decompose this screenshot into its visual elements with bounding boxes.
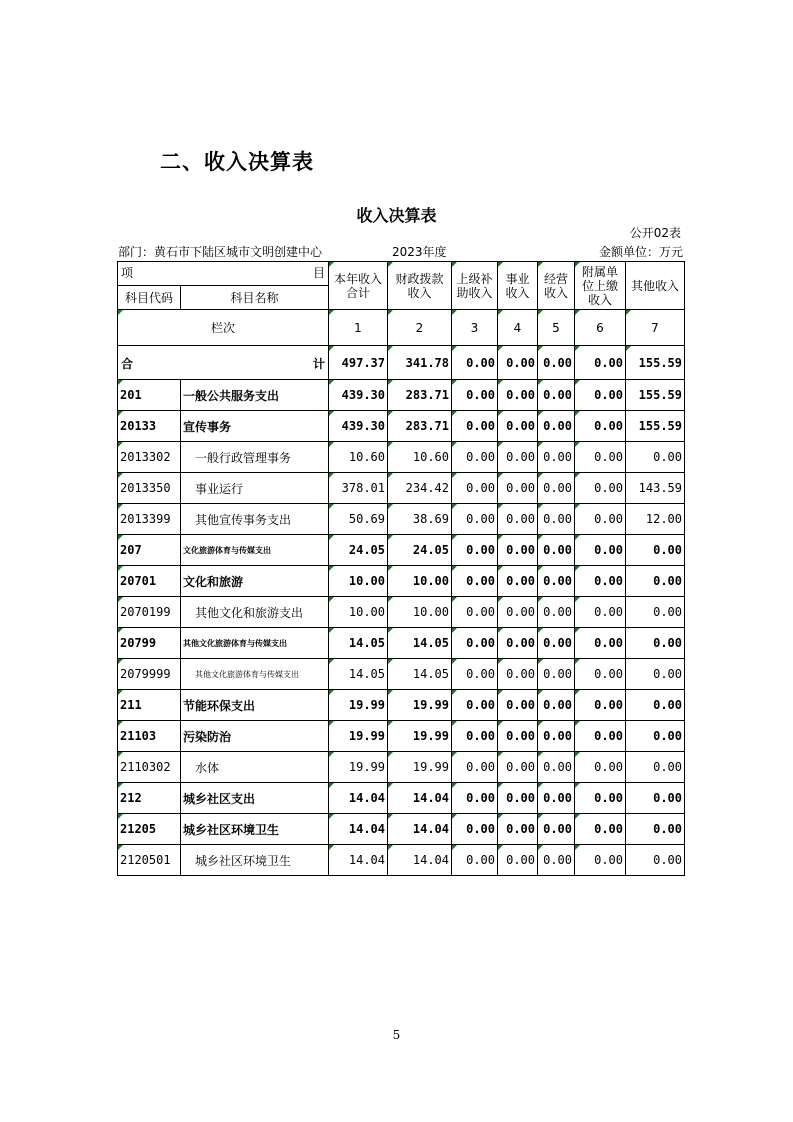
total-value: 341.78	[388, 346, 452, 380]
row-value: 0.00	[498, 380, 538, 411]
total-value: 0.00	[575, 346, 626, 380]
row-value: 24.05	[388, 535, 452, 566]
row-code: 2079999	[118, 659, 181, 690]
row-value: 0.00	[452, 535, 498, 566]
row-value: 0.00	[498, 783, 538, 814]
row-value: 0.00	[452, 380, 498, 411]
row-name: 其他宣传事务支出	[181, 504, 329, 535]
row-value: 0.00	[626, 752, 685, 783]
row-code: 21205	[118, 814, 181, 845]
row-code: 2120501	[118, 845, 181, 876]
row-value: 0.00	[626, 659, 685, 690]
row-name: 其他文化旅游体育与传媒支出	[181, 628, 329, 659]
row-value: 14.04	[388, 783, 452, 814]
row-value: 50.69	[329, 504, 388, 535]
row-value: 155.59	[626, 380, 685, 411]
row-value: 0.00	[452, 473, 498, 504]
row-value: 14.04	[329, 783, 388, 814]
row-value: 14.04	[329, 845, 388, 876]
row-value: 0.00	[575, 411, 626, 442]
row-name: 城乡社区环境卫生	[181, 845, 329, 876]
row-value: 19.99	[329, 721, 388, 752]
row-value: 0.00	[575, 628, 626, 659]
table-row	[118, 442, 685, 473]
order-1: 1	[329, 310, 388, 346]
header-superior: 上级补助收入	[452, 262, 498, 310]
row-value: 0.00	[575, 566, 626, 597]
row-value: 0.00	[538, 659, 575, 690]
row-value: 0.00	[575, 442, 626, 473]
row-value: 0.00	[498, 473, 538, 504]
row-value: 10.00	[388, 566, 452, 597]
row-value: 0.00	[575, 659, 626, 690]
row-code: 2070199	[118, 597, 181, 628]
table-row	[118, 504, 685, 535]
row-value: 0.00	[626, 845, 685, 876]
table-row	[118, 473, 685, 504]
row-value: 0.00	[452, 690, 498, 721]
row-value: 0.00	[575, 473, 626, 504]
total-value: 0.00	[538, 346, 575, 380]
row-value: 0.00	[452, 504, 498, 535]
row-code: 2013302	[118, 442, 181, 473]
order-2: 2	[388, 310, 452, 346]
row-name: 宣传事务	[181, 411, 329, 442]
row-value: 14.04	[329, 814, 388, 845]
row-value: 0.00	[498, 659, 538, 690]
row-name: 文化旅游体育与传媒支出	[181, 535, 329, 566]
row-value: 14.05	[388, 659, 452, 690]
row-name: 一般行政管理事务	[181, 442, 329, 473]
row-value: 0.00	[452, 597, 498, 628]
row-name: 节能环保支出	[181, 690, 329, 721]
row-value: 0.00	[575, 535, 626, 566]
row-value: 19.99	[329, 752, 388, 783]
row-code: 201	[118, 380, 181, 411]
department-label: 部门：黄石市下陆区城市文明创建中心	[118, 245, 323, 259]
row-value: 0.00	[538, 690, 575, 721]
form-code: 公开02表	[629, 226, 681, 240]
row-value: 10.00	[388, 597, 452, 628]
row-name: 水体	[181, 752, 329, 783]
row-name: 城乡社区支出	[181, 783, 329, 814]
row-value: 0.00	[626, 566, 685, 597]
row-value: 0.00	[498, 442, 538, 473]
row-value: 10.00	[329, 566, 388, 597]
page-number: 5	[392, 1028, 401, 1042]
row-value: 0.00	[626, 721, 685, 752]
order-7: 7	[626, 310, 685, 346]
table-row	[118, 690, 685, 721]
table-row	[118, 845, 685, 876]
total-value: 155.59	[626, 346, 685, 380]
row-value: 0.00	[452, 566, 498, 597]
row-value: 0.00	[626, 690, 685, 721]
table-body	[118, 380, 685, 876]
row-value: 0.00	[452, 411, 498, 442]
header-code: 科目代码	[118, 286, 181, 310]
table-row	[118, 659, 685, 690]
row-value: 0.00	[538, 752, 575, 783]
row-value: 12.00	[626, 504, 685, 535]
row-value: 0.00	[538, 721, 575, 752]
row-value: 0.00	[626, 628, 685, 659]
row-value: 0.00	[626, 783, 685, 814]
row-value: 0.00	[575, 845, 626, 876]
row-value: 10.60	[329, 442, 388, 473]
header-operating: 经营收入	[538, 262, 575, 310]
row-value: 0.00	[538, 535, 575, 566]
unit-label: 金额单位：万元	[598, 245, 683, 259]
table-row	[118, 721, 685, 752]
row-value: 0.00	[452, 442, 498, 473]
row-value: 0.00	[575, 690, 626, 721]
table-row	[118, 783, 685, 814]
row-code: 20701	[118, 566, 181, 597]
row-name: 污染防治	[181, 721, 329, 752]
row-value: 0.00	[626, 442, 685, 473]
order-6: 6	[575, 310, 626, 346]
row-value: 19.99	[329, 690, 388, 721]
row-value: 0.00	[538, 411, 575, 442]
row-value: 0.00	[575, 504, 626, 535]
row-value: 0.00	[626, 535, 685, 566]
row-code: 21103	[118, 721, 181, 752]
row-code: 212	[118, 783, 181, 814]
row-value: 0.00	[498, 628, 538, 659]
row-name: 文化和旅游	[181, 566, 329, 597]
table-row	[118, 752, 685, 783]
total-value: 497.37	[329, 346, 388, 380]
row-value: 234.42	[388, 473, 452, 504]
row-value: 19.99	[388, 721, 452, 752]
row-value: 0.00	[452, 783, 498, 814]
row-code: 2013350	[118, 473, 181, 504]
row-value: 0.00	[452, 721, 498, 752]
header-item-right: 目	[312, 266, 325, 280]
year-label: 2023年度	[392, 245, 447, 259]
order-3: 3	[452, 310, 498, 346]
row-value: 0.00	[575, 597, 626, 628]
table-row	[118, 597, 685, 628]
row-value: 0.00	[575, 814, 626, 845]
row-code: 20799	[118, 628, 181, 659]
table-row	[118, 380, 685, 411]
row-value: 0.00	[498, 566, 538, 597]
total-value: 0.00	[498, 346, 538, 380]
row-value: 0.00	[538, 597, 575, 628]
row-value: 143.59	[626, 473, 685, 504]
table-row	[118, 814, 685, 845]
row-value: 19.99	[388, 690, 452, 721]
row-value: 24.05	[329, 535, 388, 566]
total-left: 合	[121, 357, 134, 371]
row-value: 14.05	[329, 659, 388, 690]
header-fiscal: 财政拨款收入	[388, 262, 452, 310]
row-name: 一般公共服务支出	[181, 380, 329, 411]
row-value: 0.00	[498, 504, 538, 535]
row-value: 0.00	[498, 752, 538, 783]
header-order-label: 栏次	[118, 310, 329, 346]
row-value: 0.00	[452, 814, 498, 845]
row-value: 0.00	[498, 845, 538, 876]
row-value: 283.71	[388, 411, 452, 442]
total-row-label	[118, 346, 329, 380]
header-item	[118, 262, 329, 286]
table-row	[118, 628, 685, 659]
row-value: 14.05	[388, 628, 452, 659]
section-title: 二、收入决算表	[160, 150, 314, 174]
row-value: 0.00	[538, 566, 575, 597]
header-total: 本年收入合计	[329, 262, 388, 310]
row-value: 0.00	[538, 845, 575, 876]
row-value: 38.69	[388, 504, 452, 535]
row-value: 439.30	[329, 411, 388, 442]
row-value: 19.99	[388, 752, 452, 783]
row-name: 其他文化旅游体育与传媒支出	[181, 659, 329, 690]
total-value: 0.00	[452, 346, 498, 380]
row-value: 378.01	[329, 473, 388, 504]
row-value: 0.00	[452, 845, 498, 876]
row-value: 155.59	[626, 411, 685, 442]
table-row	[118, 566, 685, 597]
row-value: 0.00	[498, 690, 538, 721]
table-title: 收入决算表	[356, 206, 437, 225]
header-item-left: 项	[121, 266, 134, 280]
row-value: 0.00	[498, 535, 538, 566]
order-5: 5	[538, 310, 575, 346]
meta-row	[118, 243, 683, 259]
row-name: 其他文化和旅游支出	[181, 597, 329, 628]
row-value: 0.00	[538, 380, 575, 411]
row-value: 0.00	[498, 597, 538, 628]
row-value: 0.00	[452, 659, 498, 690]
header-affiliated: 附属单位上缴收入	[575, 262, 626, 310]
row-value: 0.00	[575, 783, 626, 814]
row-value: 10.00	[329, 597, 388, 628]
row-value: 0.00	[575, 380, 626, 411]
row-value: 14.04	[388, 814, 452, 845]
row-value: 0.00	[538, 473, 575, 504]
row-value: 0.00	[538, 783, 575, 814]
row-value: 0.00	[538, 628, 575, 659]
table-row	[118, 411, 685, 442]
row-value: 0.00	[538, 814, 575, 845]
header-business: 事业收入	[498, 262, 538, 310]
row-code: 211	[118, 690, 181, 721]
row-value: 0.00	[626, 597, 685, 628]
row-name: 事业运行	[181, 473, 329, 504]
row-value: 14.05	[329, 628, 388, 659]
row-value: 0.00	[538, 442, 575, 473]
row-value: 0.00	[498, 814, 538, 845]
total-right: 计	[312, 357, 325, 371]
row-value: 10.60	[388, 442, 452, 473]
row-value: 283.71	[388, 380, 452, 411]
row-value: 14.04	[388, 845, 452, 876]
header-other: 其他收入	[626, 262, 685, 310]
row-value: 0.00	[498, 411, 538, 442]
table-row	[118, 535, 685, 566]
row-code: 2013399	[118, 504, 181, 535]
header-name: 科目名称	[181, 286, 329, 310]
order-4: 4	[498, 310, 538, 346]
row-value: 0.00	[538, 504, 575, 535]
row-code: 2110302	[118, 752, 181, 783]
row-value: 0.00	[452, 628, 498, 659]
row-value: 0.00	[575, 721, 626, 752]
row-value: 0.00	[626, 814, 685, 845]
row-code: 207	[118, 535, 181, 566]
row-value: 0.00	[498, 721, 538, 752]
row-code: 20133	[118, 411, 181, 442]
row-value: 439.30	[329, 380, 388, 411]
income-table	[117, 261, 685, 876]
row-name: 城乡社区环境卫生	[181, 814, 329, 845]
row-value: 0.00	[452, 752, 498, 783]
row-value: 0.00	[575, 752, 626, 783]
